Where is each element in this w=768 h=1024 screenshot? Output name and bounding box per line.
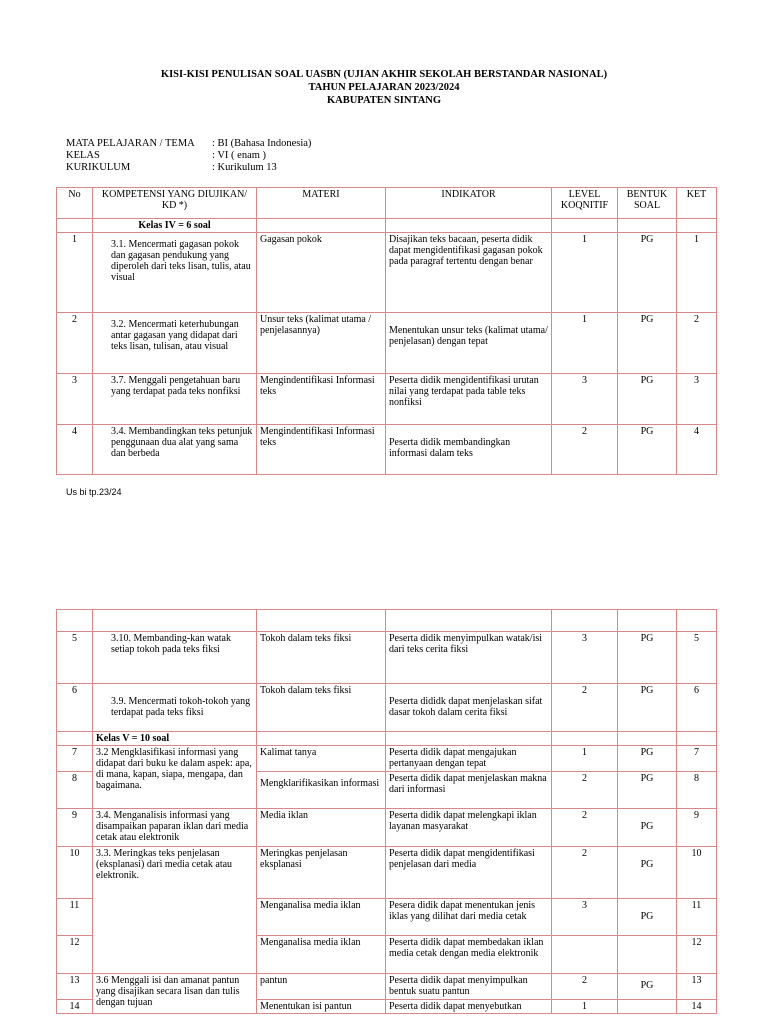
cell-no: 4 xyxy=(57,425,93,475)
section-row-kelas-v xyxy=(57,732,717,746)
cell-empty xyxy=(57,732,93,746)
cell-indikator: Peserta didik dapat mengajukan pertanyaan dengan tepat xyxy=(386,746,552,772)
table-row xyxy=(57,809,717,847)
cell-no: 7 xyxy=(57,746,93,772)
cell-ket: 7 xyxy=(677,746,717,772)
cell-empty xyxy=(677,219,717,233)
cell-empty xyxy=(618,610,677,632)
cell-level: 2 xyxy=(552,809,618,847)
cell-ket: 12 xyxy=(677,936,717,974)
cell-materi: Mengindentifikasi Informasi teks xyxy=(257,374,386,425)
cell-kd: 3.9. Mencermati tokoh-tokoh yang terdapat pada teks fiksi xyxy=(93,684,257,732)
col-header-indikator: INDIKATOR xyxy=(386,188,552,219)
cell-ket: 13 xyxy=(677,974,717,1000)
grid-table-page2 xyxy=(56,609,717,1014)
table-row xyxy=(57,425,717,475)
cell-materi: pantun xyxy=(257,974,386,1000)
meta-label: MATA PELAJARAN / TEMA xyxy=(66,138,195,149)
cell-kd: 3.10. Membanding-kan watak setiap tokoh pada teks fiksi xyxy=(93,632,257,684)
section-row-kelas-iv xyxy=(57,219,717,233)
meta-block xyxy=(66,138,311,174)
meta-value: : VI ( enam ) xyxy=(212,150,267,161)
cell-materi: Menganalisa media iklan xyxy=(257,936,386,974)
cell-bentuk xyxy=(618,1000,677,1014)
cell-bentuk: PG xyxy=(618,899,677,936)
cell-indikator: Peserta didik dapat membedakan iklan media cetak dengan media elektronik xyxy=(386,936,552,974)
cell-level: 1 xyxy=(552,313,618,374)
cell-level xyxy=(552,936,618,974)
cell-empty xyxy=(386,732,552,746)
cell-no: 12 xyxy=(57,936,93,974)
table-row xyxy=(57,313,717,374)
cell-bentuk xyxy=(618,936,677,974)
table-row xyxy=(57,684,717,732)
col-header-level: LEVEL KOQNITIF xyxy=(552,188,618,219)
cell-empty xyxy=(57,610,93,632)
cell-materi: Gagasan pokok xyxy=(257,233,386,313)
cell-bentuk: PG xyxy=(618,632,677,684)
doc-title-line2: TAHUN PELAJARAN 2023/2024 xyxy=(308,82,460,93)
cell-empty xyxy=(677,732,717,746)
cell-empty xyxy=(257,610,386,632)
cell-bentuk: PG xyxy=(618,313,677,374)
table-row xyxy=(57,632,717,684)
cell-level: 3 xyxy=(552,899,618,936)
table-row xyxy=(57,374,717,425)
page-footer: Us bi tp.23/24 xyxy=(66,487,122,497)
cell-materi: Meringkas penjelasan eksplanasi xyxy=(257,847,386,899)
cell-kd: 3.4. Membandingkan teks petunjuk penggunaan dua alat yang sama dan berbeda xyxy=(93,425,257,475)
grid-table-page1 xyxy=(56,187,717,475)
cell-materi: Tokoh dalam teks fiksi xyxy=(257,632,386,684)
cell-indikator: Peserta didik dapat menyebutkan xyxy=(386,1000,552,1014)
cell-indikator: Peserta didik dapat mengidentifikasi penjelasan dari media xyxy=(386,847,552,899)
cell-indikator: Peserta didik dapat menjelaskan makna dari informasi xyxy=(386,772,552,809)
col-header-ket: KET xyxy=(677,188,717,219)
cell-no: 11 xyxy=(57,899,93,936)
section-label: Kelas IV = 6 soal xyxy=(93,219,257,233)
cell-kd: 3.7. Menggali pengetahuan baru yang terdapat pada teks nonfiksi xyxy=(93,374,257,425)
cell-materi: Menganalisa media iklan xyxy=(257,899,386,936)
cell-bentuk: PG xyxy=(618,684,677,732)
cell-level: 1 xyxy=(552,233,618,313)
meta-label: KELAS xyxy=(66,150,100,161)
cell-materi: Kalimat tanya xyxy=(257,746,386,772)
cell-materi: Menentukan isi pantun xyxy=(257,1000,386,1014)
meta-row-curriculum xyxy=(66,162,311,174)
meta-label: KURIKULUM xyxy=(66,162,131,173)
cell-indikator: Disajikan teks bacaan, peserta didik dapat mengidentifikasi gagasan pokok pada paragraf tertentu dengan benar xyxy=(386,233,552,313)
cell-no: 1 xyxy=(57,233,93,313)
cell-kd: 3.2 Mengklasifikasi informasi yang didapat dari buku ke dalam aspek: apa, di mana, kapan, siapa, mengapa, dan bagaimana. xyxy=(93,746,257,809)
cell-materi: Media iklan xyxy=(257,809,386,847)
meta-row-class xyxy=(66,150,311,162)
cell-indikator: Menentukan unsur teks (kalimat utama/ penjelasan) dengan tepat xyxy=(386,313,552,374)
cell-level: 2 xyxy=(552,772,618,809)
cell-indikator: Peserta didik menyimpulkan watak/isi dari teks cerita fiksi xyxy=(386,632,552,684)
cell-ket: 5 xyxy=(677,632,717,684)
cell-ket: 1 xyxy=(677,233,717,313)
cell-no: 3 xyxy=(57,374,93,425)
cell-empty xyxy=(618,732,677,746)
cell-no: 14 xyxy=(57,1000,93,1014)
cell-indikator: Peserta didik dapat melengkapi iklan layanan masyarakat xyxy=(386,809,552,847)
cell-empty xyxy=(552,219,618,233)
cell-bentuk: PG xyxy=(618,809,677,847)
cell-empty xyxy=(257,732,386,746)
cell-materi: Mengklarifikasikan informasi xyxy=(257,772,386,809)
col-header-materi: MATERI xyxy=(257,188,386,219)
cell-empty xyxy=(386,610,552,632)
cell-level: 3 xyxy=(552,374,618,425)
table-row xyxy=(57,847,717,899)
meta-value: : BI (Bahasa Indonesia) xyxy=(212,138,312,149)
cell-empty xyxy=(257,219,386,233)
cell-bentuk: PG xyxy=(618,425,677,475)
cell-ket: 14 xyxy=(677,1000,717,1014)
table-row xyxy=(57,974,717,1000)
cell-ket: 11 xyxy=(677,899,717,936)
cell-indikator: Peserta didik membandingkan informasi dalam teks xyxy=(386,425,552,475)
cell-bentuk: PG xyxy=(618,233,677,313)
cell-no: 10 xyxy=(57,847,93,899)
cell-level: 3 xyxy=(552,632,618,684)
cell-ket: 8 xyxy=(677,772,717,809)
table-row-empty xyxy=(57,610,717,632)
cell-materi: Mengindentifikasi Informasi teks xyxy=(257,425,386,475)
meta-row-subject xyxy=(66,138,311,150)
doc-title-line1: KISI-KISI PENULISAN SOAL UASBN (UJIAN AKHIR SEKOLAH BERSTANDAR NASIONAL) xyxy=(160,69,608,80)
cell-bentuk: PG xyxy=(618,746,677,772)
col-header-no: No xyxy=(57,188,93,219)
cell-empty xyxy=(57,219,93,233)
doc-title-line3: KABUPATEN SINTANG xyxy=(326,95,442,106)
cell-no: 6 xyxy=(57,684,93,732)
cell-level: 2 xyxy=(552,425,618,475)
cell-level: 1 xyxy=(552,746,618,772)
cell-level: 2 xyxy=(552,847,618,899)
cell-kd: 3.2. Mencermati keterhubungan antar gagasan yang didapat dari teks lisan, tulisan, atau visual xyxy=(93,313,257,374)
cell-no: 2 xyxy=(57,313,93,374)
cell-empty xyxy=(552,732,618,746)
cell-level: 1 xyxy=(552,1000,618,1014)
cell-kd: 3.3. Meringkas teks penjelasan (eksplanasi) dari media cetak atau elektronik. xyxy=(93,847,257,974)
cell-bentuk: PG xyxy=(618,847,677,899)
cell-bentuk: PG xyxy=(618,374,677,425)
cell-bentuk: PG xyxy=(618,974,677,1000)
cell-kd: 3.4. Menganalisis informasi yang disampaikan paparan iklan dari media cetak atau elektronik xyxy=(93,809,257,847)
cell-no: 9 xyxy=(57,809,93,847)
cell-ket: 6 xyxy=(677,684,717,732)
table-header-row xyxy=(57,188,717,219)
cell-ket: 9 xyxy=(677,809,717,847)
cell-empty xyxy=(618,219,677,233)
cell-kd: 3.6 Menggali isi dan amanat pantun yang disajikan secara lisan dan tulis dengan tujuan xyxy=(93,974,257,1014)
cell-empty xyxy=(386,219,552,233)
cell-indikator: Pesera didik dapat menentukan jenis iklas yang dilihat dari media cetak xyxy=(386,899,552,936)
cell-materi: Unsur teks (kalimat utama / penjelasannya) xyxy=(257,313,386,374)
cell-indikator: Peserta didik dapat menyimpulkan bentuk suatu pantun xyxy=(386,974,552,1000)
cell-level: 2 xyxy=(552,974,618,1000)
cell-empty xyxy=(93,610,257,632)
cell-no: 5 xyxy=(57,632,93,684)
cell-level: 2 xyxy=(552,684,618,732)
section-label: Kelas V = 10 soal xyxy=(93,732,257,746)
table-row xyxy=(57,746,717,772)
table-row xyxy=(57,233,717,313)
meta-value: : Kurikulum 13 xyxy=(212,162,277,173)
cell-ket: 10 xyxy=(677,847,717,899)
cell-kd: 3.1. Mencermati gagasan pokok dan gagasan pendukung yang diperoleh dari teks lisan, tulis, atau visual xyxy=(93,233,257,313)
cell-ket: 2 xyxy=(677,313,717,374)
cell-ket: 4 xyxy=(677,425,717,475)
cell-empty xyxy=(552,610,618,632)
cell-no: 13 xyxy=(57,974,93,1000)
cell-empty xyxy=(677,610,717,632)
col-header-kd: KOMPETENSI YANG DIUJIKAN/ KD *) xyxy=(93,188,257,219)
cell-bentuk: PG xyxy=(618,772,677,809)
col-header-bentuk: BENTUK SOAL xyxy=(618,188,677,219)
cell-no: 8 xyxy=(57,772,93,809)
cell-indikator: Peserta dididk dapat menjelaskan sifat dasar tokoh dalam cerita fiksi xyxy=(386,684,552,732)
cell-ket: 3 xyxy=(677,374,717,425)
cell-materi: Tokoh dalam teks fiksi xyxy=(257,684,386,732)
cell-indikator: Peserta didik mengidentifikasi urutan nilai yang terdapat pada table teks nonfiksi xyxy=(386,374,552,425)
